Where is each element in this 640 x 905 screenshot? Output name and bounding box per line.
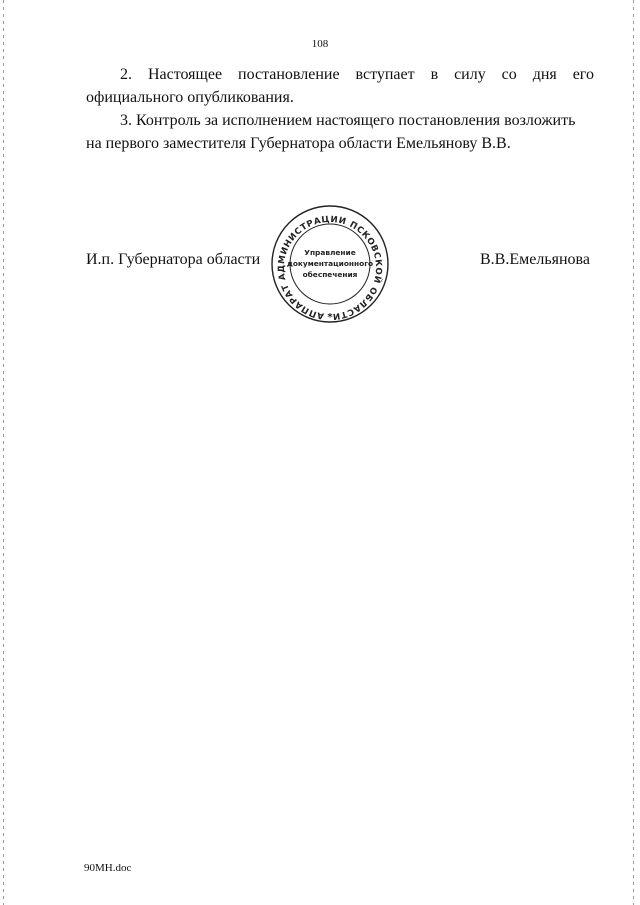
paragraph-1-line-1 [86,63,594,86]
stamp-star: * [327,312,333,323]
stamp-center-line-1: Управление [304,248,356,257]
paragraph-effective-date [86,63,594,109]
scan-edge-left [3,0,4,905]
stamp-center-line-3: обеспечения [302,270,358,279]
scan-edge-right [633,0,634,905]
signatory-name: В.В.Емельянова [480,251,590,268]
word: дня [532,66,557,83]
footer-filename: 90МН.doc [84,862,132,874]
stamp-center-line-2: документационного [286,259,374,268]
word: силу [454,66,486,83]
paragraph-control [86,109,594,155]
page-number: 108 [311,38,329,50]
word: вступает [355,66,415,83]
word: со [501,66,517,83]
paragraph-2-line-2: на первого заместителя Губернатора области Емельянову В.В. [86,135,511,152]
word: его [572,66,594,83]
paragraph-1-line-2: официального опубликования. [86,89,294,106]
stamp-ring-text: АППАРАТ АДМИНИСТРАЦИИ ПСКОВСКОЙ ОБЛАСТИ [276,214,384,322]
signatory-title: И.п. Губернатора области [86,251,261,268]
word: постановление [238,66,340,83]
paragraph-2-line-1: 3. Контроль за исполнением настоящего постановления возложить [120,112,576,129]
word: в [430,66,439,83]
word: Настоящее [147,66,223,83]
word: 2. [120,66,132,83]
official-stamp [265,203,395,325]
